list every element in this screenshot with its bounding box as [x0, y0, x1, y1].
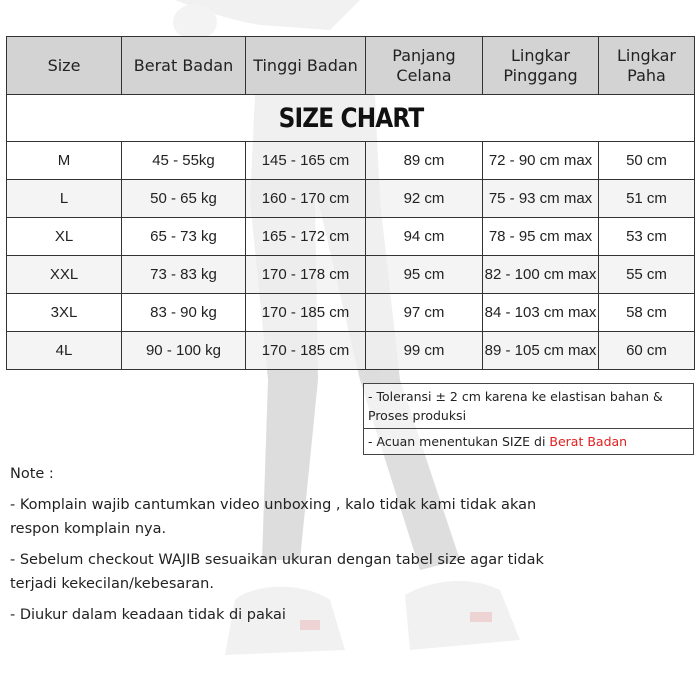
- table-cell: 4L: [7, 332, 122, 370]
- table-row: [7, 218, 695, 256]
- column-header: [122, 37, 246, 95]
- note-item: - Komplain wajib cantumkan video unboxing , kalo tidak kami tidak akan respon komplain nya.: [10, 497, 537, 537]
- table-row: [7, 180, 695, 218]
- table-cell: 145 - 165 cm: [246, 142, 366, 180]
- reference-note-highlight: Berat Badan: [549, 434, 628, 449]
- table-cell: 99 cm: [366, 332, 483, 370]
- table-cell: L: [7, 180, 122, 218]
- note-heading: Note :: [10, 466, 54, 482]
- column-header-line1: Tinggi Badan: [253, 55, 358, 75]
- table-cell: 75 - 93 cm max: [483, 180, 599, 218]
- table-cell: 170 - 185 cm: [246, 332, 366, 370]
- table-cell: 89 cm: [366, 142, 483, 180]
- table-row: [7, 256, 695, 294]
- note-item: - Diukur dalam keadaan tidak di pakai: [10, 607, 286, 623]
- table-row: [7, 142, 695, 180]
- tolerance-note: - Toleransi ± 2 cm karena ke elastisan bahan & Proses produksi: [364, 384, 694, 429]
- table-cell: XXL: [7, 256, 122, 294]
- table-cell: 160 - 170 cm: [246, 180, 366, 218]
- table-cell: 82 - 100 cm max: [483, 256, 599, 294]
- note-item: - Sebelum checkout WAJIB sesuaikan ukuran dengan tabel size agar tidak terjadi kekecilan/kebesaran.: [10, 552, 544, 592]
- chart-title: SIZE CHART: [55, 95, 647, 142]
- table-row: [7, 332, 695, 370]
- column-header-line2: Paha: [627, 65, 666, 85]
- note-list: [10, 493, 590, 627]
- column-header: [246, 37, 366, 95]
- column-header-line1: Panjang: [392, 45, 456, 65]
- table-body: [7, 142, 695, 370]
- size-chart-table: [6, 36, 695, 370]
- table-cell: 65 - 73 kg: [122, 218, 246, 256]
- table-cell: 50 cm: [599, 142, 695, 180]
- table-cell: XL: [7, 218, 122, 256]
- table-cell: 78 - 95 cm max: [483, 218, 599, 256]
- column-header: [599, 37, 695, 95]
- table-cell: 58 cm: [599, 294, 695, 332]
- column-header-line1: Size: [47, 55, 81, 75]
- column-header-line2: Celana: [396, 65, 452, 85]
- table-cell: 170 - 178 cm: [246, 256, 366, 294]
- table-cell: 83 - 90 kg: [122, 294, 246, 332]
- table-row: [7, 294, 695, 332]
- table-cell: 3XL: [7, 294, 122, 332]
- table-cell: 84 - 103 cm max: [483, 294, 599, 332]
- table-cell: 55 cm: [599, 256, 695, 294]
- table-cell: 165 - 172 cm: [246, 218, 366, 256]
- column-header: [366, 37, 483, 95]
- table-cell: 51 cm: [599, 180, 695, 218]
- side-notes-box: [363, 383, 694, 455]
- table-cell: 94 cm: [366, 218, 483, 256]
- table-cell: 90 - 100 kg: [122, 332, 246, 370]
- column-header: [483, 37, 599, 95]
- table-cell: 60 cm: [599, 332, 695, 370]
- table-cell: 45 - 55kg: [122, 142, 246, 180]
- reference-note-prefix: - Acuan menentukan SIZE di: [368, 434, 550, 449]
- size-chart: [6, 36, 694, 370]
- table-cell: 50 - 65 kg: [122, 180, 246, 218]
- table-cell: 72 - 90 cm max: [483, 142, 599, 180]
- table-cell: 92 cm: [366, 180, 483, 218]
- column-header-line1: Berat Badan: [133, 55, 234, 75]
- table-header: [7, 37, 695, 95]
- note-section: [10, 462, 590, 634]
- table-cell: 95 cm: [366, 256, 483, 294]
- table-cell: 89 - 105 cm max: [483, 332, 599, 370]
- table-cell: 53 cm: [599, 218, 695, 256]
- table-cell: 170 - 185 cm: [246, 294, 366, 332]
- column-header: [7, 37, 122, 95]
- table-cell: 73 - 83 kg: [122, 256, 246, 294]
- column-header-line2: Pinggang: [503, 65, 578, 85]
- column-header-line1: Lingkar: [510, 45, 571, 65]
- reference-note: [364, 429, 694, 455]
- table-cell: 97 cm: [366, 294, 483, 332]
- table-cell: M: [7, 142, 122, 180]
- column-header-line1: Lingkar: [616, 45, 677, 65]
